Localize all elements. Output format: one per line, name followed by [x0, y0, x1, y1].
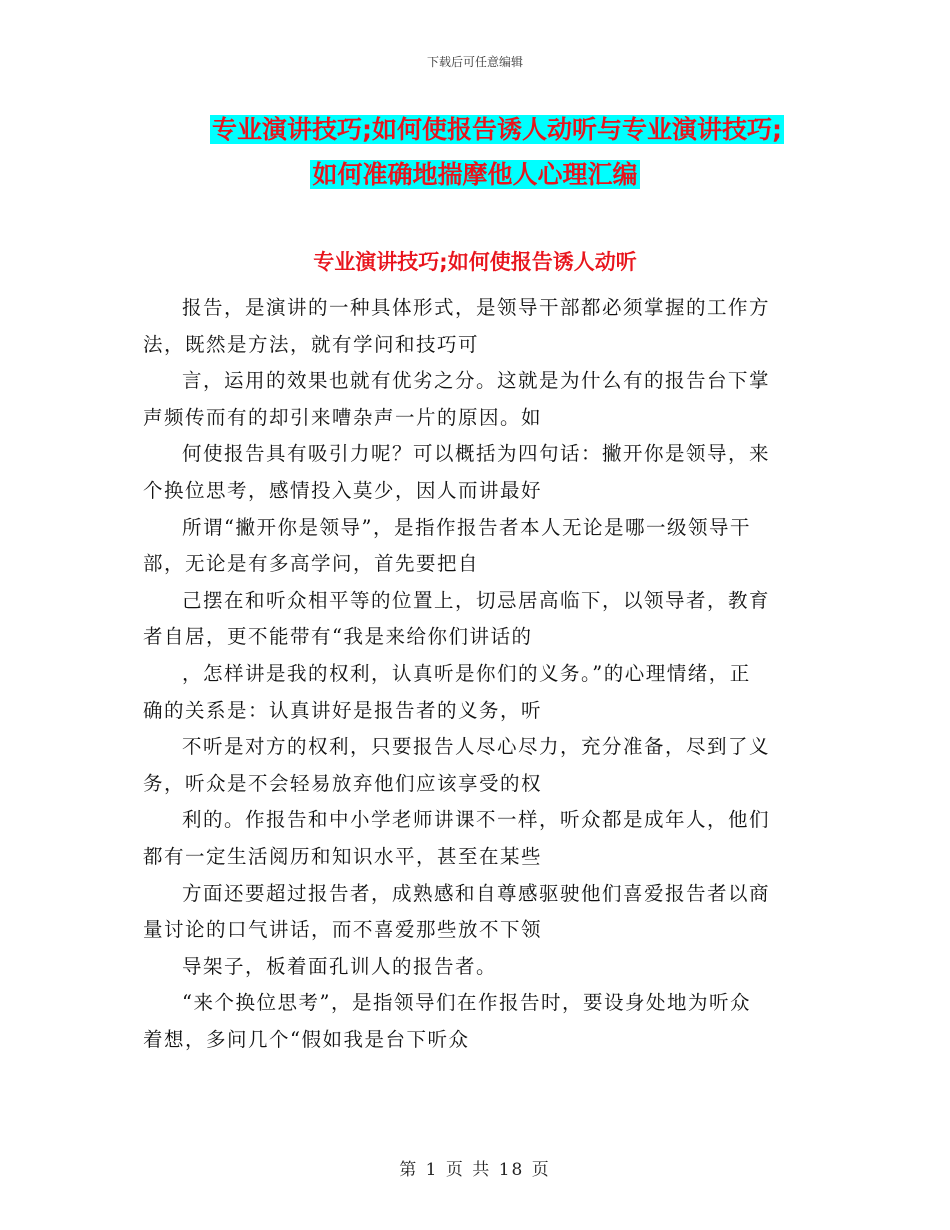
document-title-line-1-text: 专业演讲技巧;如何使报告诱人动听与专业演讲技巧; [212, 115, 782, 144]
paragraph-line: 不听是对方的权利，只要报告人尽心尽力，充分准备，尽到了义 [182, 735, 771, 759]
paragraph-line: 导架子，板着面孔训人的报告者。 [182, 954, 498, 978]
paragraph-2 [143, 363, 808, 436]
document-title-line-2 [0, 157, 950, 193]
paragraph-line: 务，听众是不会轻易放弃他们应该享受的权 [143, 771, 543, 795]
paragraph-11 [143, 985, 808, 1058]
paragraph-line: 者自居，更不能带有“我是来给你们讲话的 [143, 625, 533, 649]
paragraph-1 [143, 290, 808, 363]
body-text [143, 290, 808, 1058]
document-title-line-2-text: 如何准确地揣摩他人心理汇编 [312, 160, 638, 189]
section-heading: 专业演讲技巧;如何使报告诱人动听 [313, 250, 637, 274]
paragraph-line: 言，运用的效果也就有优劣之分。这就是为什么有的报告台下掌 [182, 369, 771, 393]
paragraph-line: 方面还要超过报告者，成熟感和自尊感驱驶他们喜爱报告者以商 [182, 881, 771, 905]
paragraph-5 [143, 583, 808, 656]
paragraph-10 [143, 949, 808, 986]
paragraph-9 [143, 876, 808, 949]
paragraph-line: 利的。作报告和中小学老师讲课不一样，听众都是成年人，他们 [182, 808, 771, 832]
paragraph-line: 确的关系是：认真讲好是报告者的义务，听 [143, 698, 543, 722]
paragraph-4 [143, 510, 808, 583]
paragraph-line: 所谓“撇开你是领导”，是指作报告者本人无论是哪一级领导干 [182, 515, 751, 539]
paragraph-line: 都有一定生活阅历和知识水平，甚至在某些 [143, 844, 543, 868]
paragraph-line: 法，既然是方法，就有学问和技巧可 [143, 332, 480, 356]
paragraph-6 [143, 656, 808, 729]
paragraph-line: “来个换位思考”，是指领导们在作报告时，要设身处地为听众 [182, 991, 751, 1015]
paragraph-3 [143, 436, 808, 509]
paragraph-line: 量讨论的口气讲话，而不喜爱那些放不下领 [143, 918, 543, 942]
paragraph-line: 报告，是演讲的一种具体形式，是领导干部都必须掌握的工作方 [182, 296, 771, 319]
paragraph-8 [143, 802, 808, 875]
document-title-line-1 [22, 112, 950, 148]
paragraph-line: 着想，多问几个“假如我是台下听众 [143, 1027, 470, 1051]
paragraph-line: 何使报告具有吸引力呢？可以概括为四句话：撇开你是领导，来 [182, 442, 771, 466]
page-number-footer: 第 1 页 共 18 页 [399, 1160, 551, 1180]
paragraph-7 [143, 729, 808, 802]
paragraph-line: ，怎样讲是我的权利，认真听是你们的义务。”的心理情绪，正 [182, 661, 751, 685]
paragraph-line: 部，无论是有多高学问，首先要把自 [143, 552, 480, 576]
page-header-note: 下载后可任意编辑 [426, 55, 523, 69]
paragraph-line: 己摆在和听众相平等的位置上，切忌居高临下，以领导者，教育 [182, 588, 771, 612]
paragraph-line: 个换位思考，感情投入莫少，因人而讲最好 [143, 478, 543, 502]
paragraph-line: 声频传而有的却引来嘈杂声一片的原因。如 [143, 405, 543, 429]
